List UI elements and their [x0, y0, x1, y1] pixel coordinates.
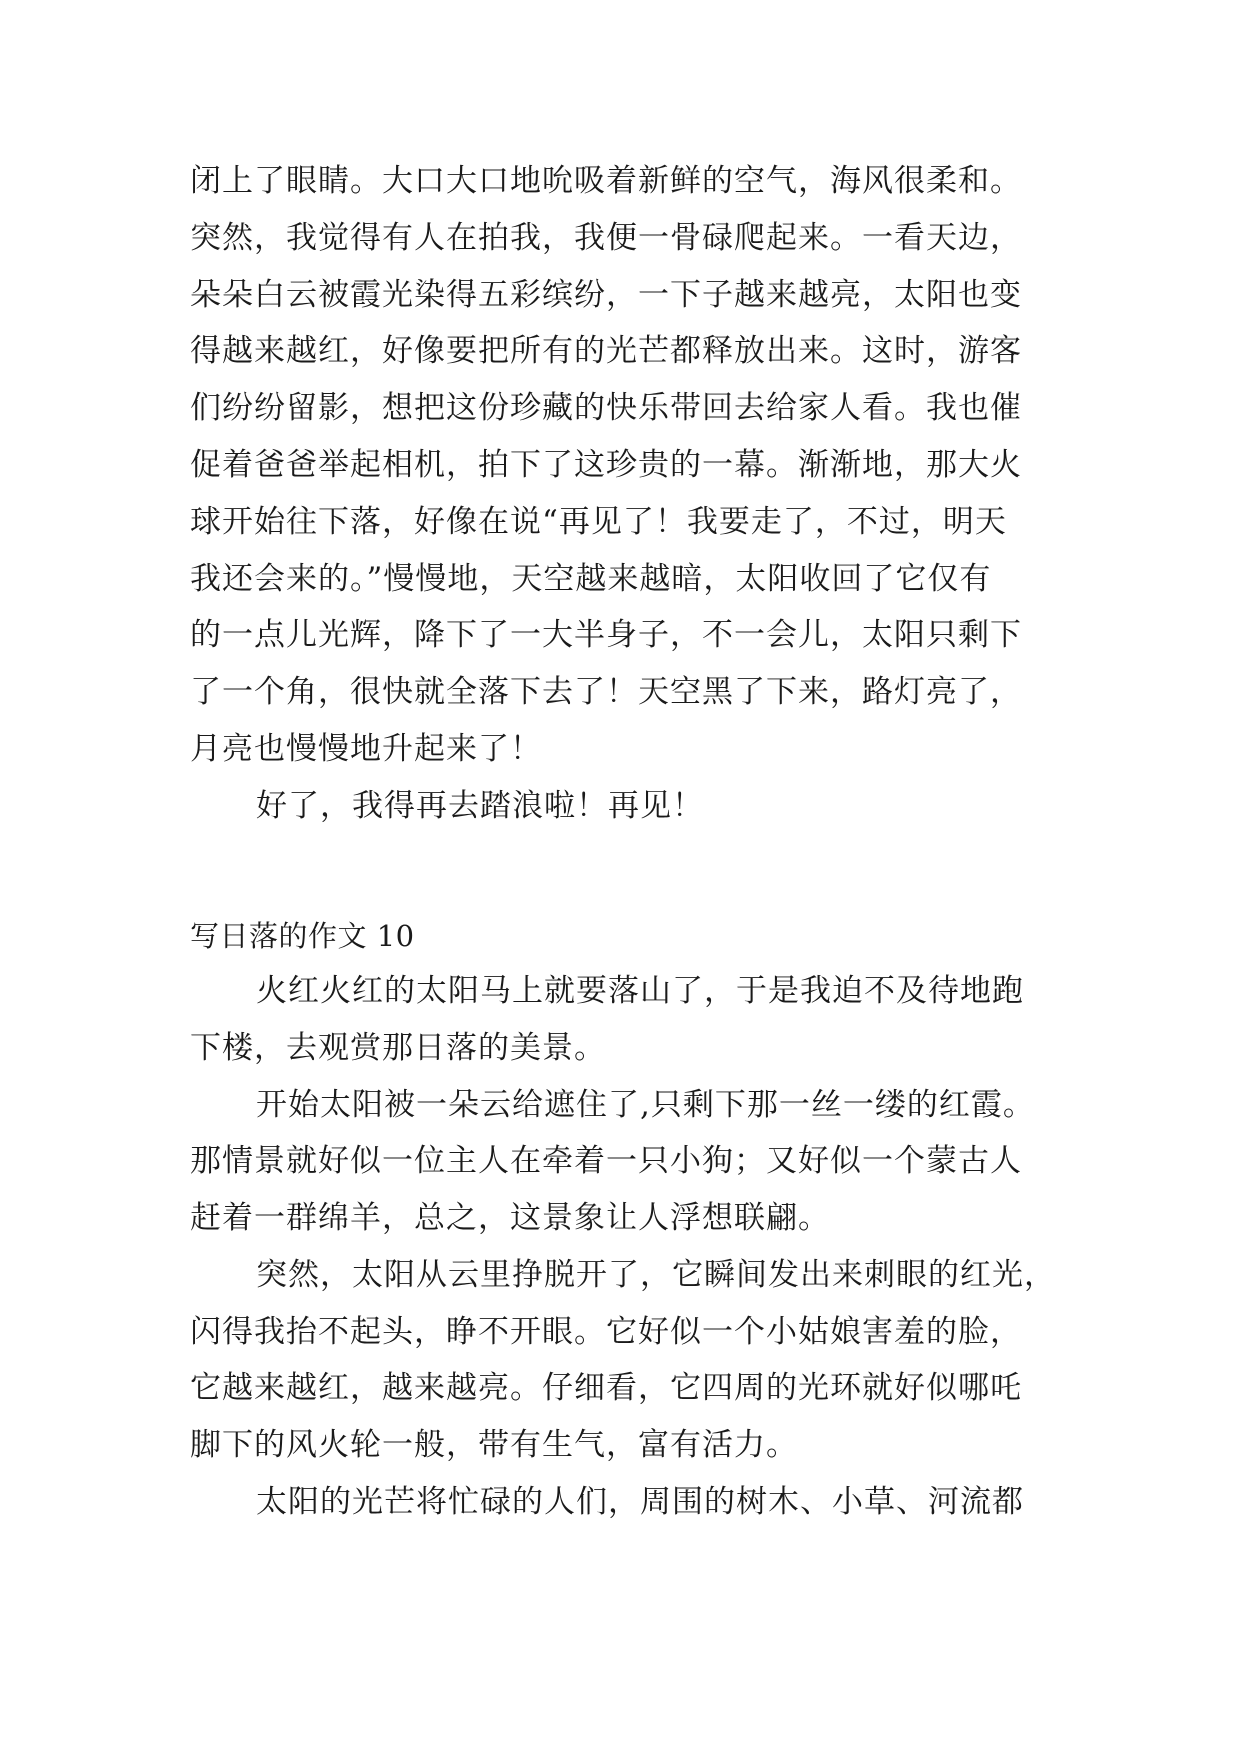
text-line: 朵朵白云被霞光染得五彩缤纷，一下子越来越亮，太阳也变 — [190, 277, 1022, 313]
paragraph-line: 突然，太阳从云里挣脱开了，它瞬间发出来刺眼的红光， — [256, 1257, 1056, 1293]
paragraph-line: 赶着一群绵羊，总之，这景象让人浮想联翩。 — [190, 1200, 830, 1236]
text-line: 突然，我觉得有人在拍我，我便一骨碌爬起来。一看天边， — [190, 220, 1022, 256]
text-line: 球开始往下落，好像在说“再见了！我要走了，不过，明天 — [190, 504, 1007, 540]
paragraph-line: 开始太阳被一朵云给遮住了,只剩下那一丝一缕的红霞。 — [256, 1087, 1035, 1123]
paragraph-line: 它越来越红，越来越亮。仔细看，它四周的光环就好似哪吒 — [190, 1370, 1022, 1406]
essay-title: 写日落的作文 10 — [190, 919, 415, 953]
text-line: 促着爸爸举起相机，拍下了这珍贵的一幕。渐渐地，那大火 — [190, 447, 1022, 483]
paragraph-line: 脚下的风火轮一般，带有生气，富有活力。 — [190, 1427, 798, 1463]
paragraph-line: 太阳的光芒将忙碌的人们，周围的树木、小草、河流都 — [256, 1484, 1024, 1520]
text-line: 了一个角，很快就全落下去了！天空黑了下来，路灯亮了， — [190, 674, 1022, 710]
paragraph-line: 闪得我抬不起头，睁不开眼。它好似一个小姑娘害羞的脸， — [190, 1314, 1022, 1350]
text-line: 我还会来的。”慢慢地，天空越来越暗，太阳收回了它仅有 — [190, 561, 992, 597]
closing-line: 好了，我得再去踏浪啦！再见！ — [256, 788, 704, 824]
text-line: 的一点儿光辉，降下了一大半身子，不一会儿，太阳只剩下 — [190, 617, 1022, 653]
paragraph-line: 那情景就好似一位主人在牵着一只小狗；又好似一个蒙古人 — [190, 1143, 1022, 1179]
text-line: 们纷纷留影，想把这份珍藏的快乐带回去给家人看。我也催 — [190, 390, 1022, 426]
paragraph-line: 下楼，去观赏那日落的美景。 — [190, 1030, 606, 1066]
text-line: 得越来越红，好像要把所有的光芒都释放出来。这时，游客 — [190, 333, 1022, 369]
paragraph-line: 火红火红的太阳马上就要落山了，于是我迫不及待地跑 — [256, 973, 1024, 1009]
text-line: 闭上了眼睛。大口大口地吮吸着新鲜的空气，海风很柔和。 — [190, 163, 1022, 199]
text-line: 月亮也慢慢地升起来了！ — [190, 731, 542, 767]
